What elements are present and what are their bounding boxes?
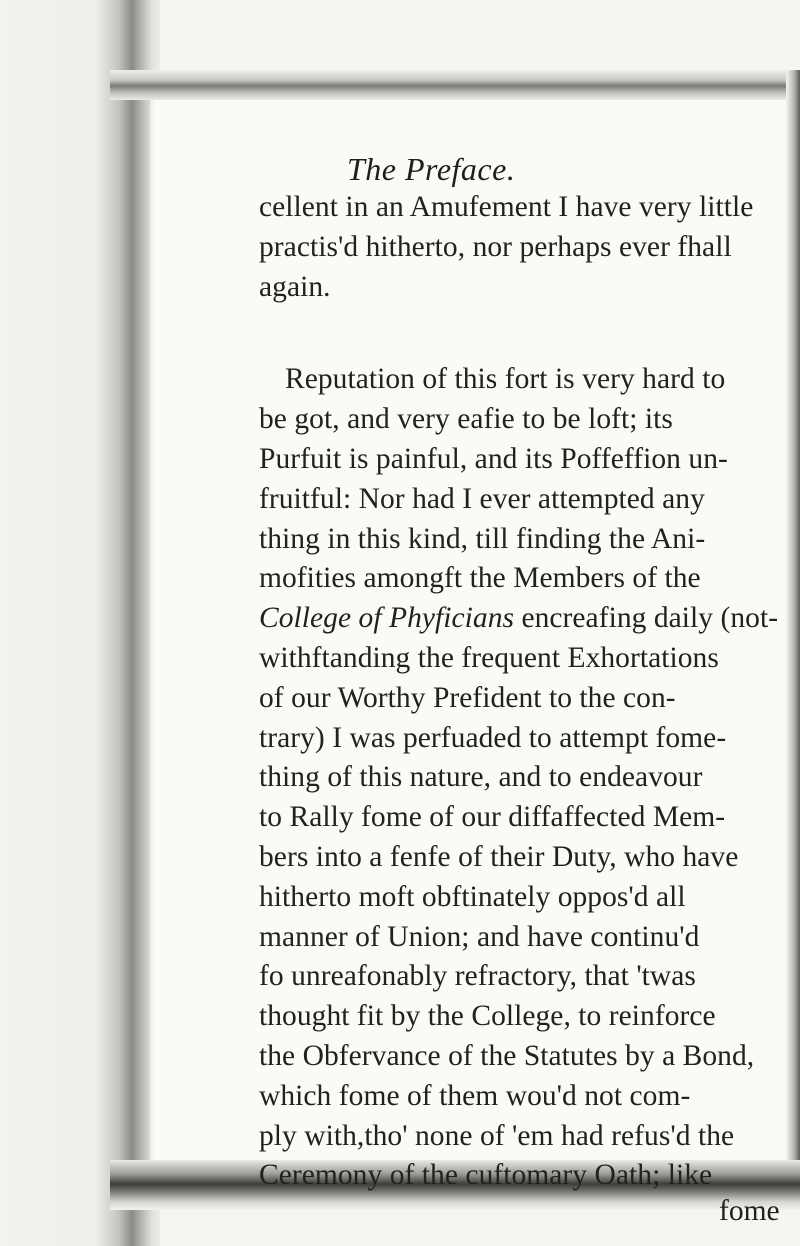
page-top-edge — [110, 70, 800, 100]
text-line: of our Worthy Prefident to the con- — [259, 681, 676, 714]
text-line: mofities amongft the Members of the — [259, 562, 701, 595]
text-line: ply with,tho' none of 'em had refus'd the — [259, 1119, 735, 1152]
text-line: withftanding the frequent Exhortations — [259, 641, 719, 674]
text-line: practis'd hitherto, nor perhaps ever fhall — [259, 230, 732, 263]
paragraph-2 — [259, 360, 799, 1196]
text-line: to Rally fome of our diffaffected Mem- — [259, 801, 726, 834]
text-line: Reputation of this fort is very hard to — [285, 363, 726, 396]
text-line: thought fit by the College, to reinforce — [259, 1000, 716, 1033]
text-line: hitherto moft obftinately oppos'd all — [259, 880, 686, 913]
text-line: Ceremony of the cuftomary Oath; like — [259, 1159, 713, 1192]
text-line-college — [259, 599, 799, 639]
catchword: fome — [719, 1195, 780, 1228]
text-line: bers into a fenfe of their Duty, who have — [259, 840, 739, 873]
text-line: cellent in an Amufement I have very little — [259, 191, 754, 223]
book-binding-gutter — [0, 0, 160, 1246]
page-text — [259, 150, 799, 1226]
text-line: manner of Union; and have continu'd — [259, 920, 700, 953]
text-line: which fome of them wou'd not com- — [259, 1079, 691, 1112]
text-line: again. — [259, 270, 331, 303]
text-line: fo unreafonably refractory, that 'twas — [259, 960, 696, 993]
text-line: thing in this kind, till finding the Ani- — [259, 522, 706, 555]
college-of-physicians-italic: College of Phyficians — [259, 602, 515, 635]
text-line: the Obfervance of the Statutes by a Bond, — [259, 1039, 755, 1072]
college-line-rest: encreafing daily (not- — [514, 602, 779, 635]
text-line: be got, and very eafie to be loft; its — [259, 403, 673, 436]
text-line: trary) I was perfuaded to attempt fome- — [259, 721, 727, 754]
running-head: The Preface. — [347, 151, 516, 187]
paragraph-gap — [259, 307, 799, 360]
paragraph-1 — [259, 188, 799, 307]
text-line: thing of this nature, and to endeavour — [259, 761, 703, 794]
text-line: Purfuit is painful, and its Poffeffion un- — [259, 442, 728, 475]
text-line: fruitful: Nor had I ever attempted any — [259, 482, 705, 515]
